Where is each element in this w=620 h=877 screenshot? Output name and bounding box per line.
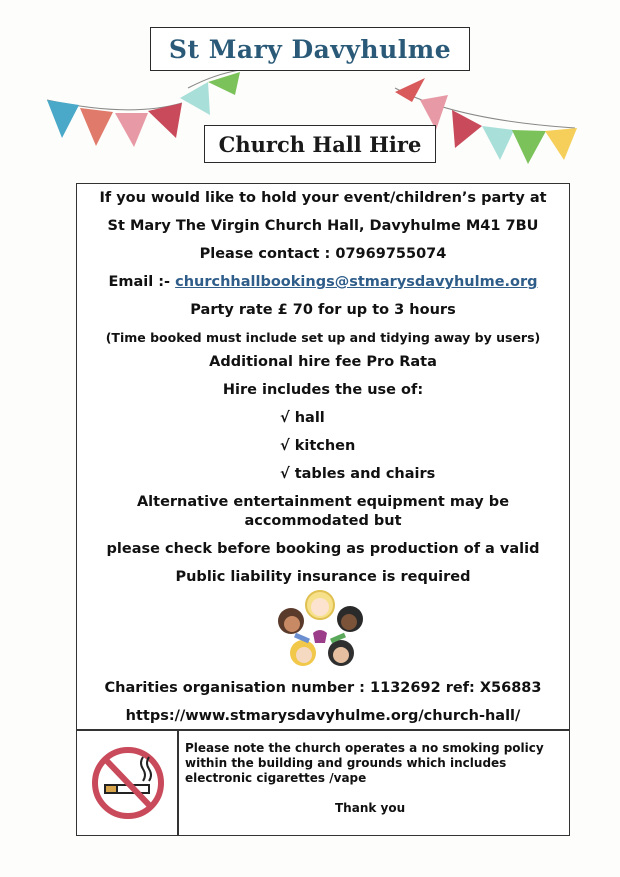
bunting-flag: [115, 113, 148, 147]
website-url[interactable]: https://www.stmarysdavyhulme.org/church-hall/: [125, 708, 521, 724]
alternative-line-1: Alternative entertainment equipment may be: [136, 494, 510, 510]
additional-fee: Additional hire fee Pro Rata: [209, 354, 437, 370]
info-panel: [76, 183, 570, 730]
bunting-flag: [512, 130, 546, 164]
contact-phone: Please contact : 07969755074: [199, 246, 447, 262]
charity-number: Charities organisation number : 1132692 ref: X56883: [104, 680, 542, 696]
email-label: Email :-: [108, 274, 176, 290]
thank-you-text: Thank you: [335, 801, 406, 815]
bunting-flag: [482, 126, 514, 160]
party-rate: Party rate £ 70 for up to 3 hours: [190, 302, 456, 318]
children-illustration: [273, 589, 367, 671]
check-line: please check before booking as production of a valid: [106, 541, 540, 557]
subtitle-banner: [204, 125, 436, 163]
bunting-flag: [545, 128, 577, 160]
footer-divider: [177, 731, 179, 835]
email-link[interactable]: churchhallbookings@stmarysdavyhulme.org: [175, 274, 538, 290]
intro-line-1: If you would like to hold your event/children’s party at: [99, 190, 547, 206]
bunting-flag: [47, 100, 79, 138]
alternative-line-2: accommodated but: [244, 513, 402, 529]
bunting-flag: [395, 78, 425, 102]
no-smoking-icon: [87, 739, 169, 827]
includes-item-tables: √ tables and chairs: [280, 466, 436, 482]
bunting-flag: [80, 108, 113, 146]
includes-item-hall: √ hall: [280, 410, 325, 426]
bunting-flag: [208, 72, 240, 95]
no-smoking-notice: [76, 730, 570, 836]
title-banner: [150, 27, 470, 71]
no-smoking-policy-text: Please note the church operates a no smoking policy within the building and grounds which includes electronic cigarettes /vape: [185, 741, 544, 785]
bunting-flag: [180, 82, 210, 115]
venue-address: St Mary The Virgin Church Hall, Davyhulme M41 7BU: [107, 218, 539, 234]
includes-heading: Hire includes the use of:: [222, 382, 424, 398]
page-title: St Mary Davyhulme: [168, 34, 452, 64]
email-line: [77, 274, 569, 290]
time-note: (Time booked must include set up and tidying away by users): [105, 330, 541, 345]
includes-item-kitchen: √ kitchen: [280, 438, 356, 454]
insurance-line: Public liability insurance is required: [175, 569, 471, 585]
page-subtitle: Church Hall Hire: [218, 131, 422, 157]
